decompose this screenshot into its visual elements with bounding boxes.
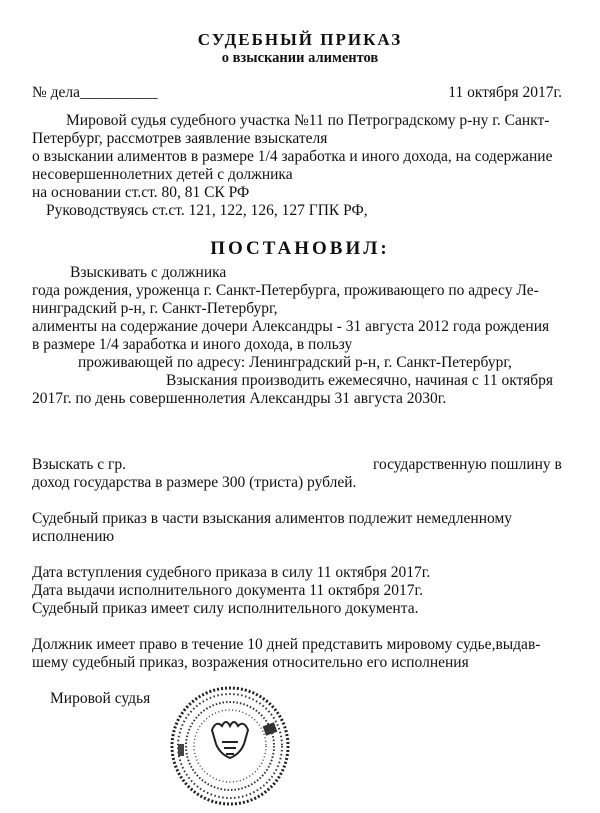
date-line: Дата выдачи исполнительного документа 11 октября 2017г. bbox=[32, 582, 423, 599]
ruling-line: нинградский р-н, г. Санкт-Петербург, bbox=[32, 300, 278, 317]
immediate-line: Судебный приказ в части взыскания алиментов подлежит немедленному bbox=[32, 510, 513, 527]
intro-line: Руководствуясь ст.ст. 121, 122, 126, 127 ГПК РФ, bbox=[46, 202, 368, 219]
ruling-heading: ПОСТАНОВИЛ: bbox=[210, 238, 390, 259]
fee-line-left: Взыскать с гр. bbox=[32, 456, 126, 473]
date-line: Дата вступления судебного приказа в силу 11 октября 2017г. bbox=[32, 564, 431, 581]
ruling-line: в размере 1/4 заработка и иного дохода, в пользу bbox=[32, 336, 353, 353]
fee-line: доход государства в размере 300 (триста) рублей. bbox=[32, 474, 357, 491]
document-subtitle: о взыскании алиментов bbox=[221, 50, 379, 66]
signature-label: Мировой судья bbox=[50, 690, 151, 707]
court-seal-stamp-icon bbox=[168, 684, 292, 808]
fee-line-right: государственную пошлину в bbox=[373, 456, 562, 473]
intro-line: на основании ст.ст. 80, 81 СК РФ bbox=[32, 184, 250, 201]
intro-line: несовершеннолетних детей с должника bbox=[32, 166, 293, 183]
objection-line: шему судебный приказ, возражения относительно его исполнения bbox=[32, 654, 469, 671]
immediate-line: исполнению bbox=[32, 528, 115, 545]
intro-line: Петербург, рассмотрев заявление взыскателя bbox=[32, 130, 328, 147]
ruling-line: проживающей по адресу: Ленинградский р-н, г. Санкт-Петербург, bbox=[78, 354, 512, 371]
ruling-line: года рождения, уроженца г. Санкт-Петербурга, проживающего по адресу Ле- bbox=[32, 282, 539, 299]
intro-line: Мировой судья судебного участка №11 по Петроградскому р-ну г. Санкт- bbox=[66, 112, 550, 129]
case-number: № дела__________ bbox=[32, 84, 158, 101]
document-date: 11 октября 2017г. bbox=[448, 84, 562, 101]
ruling-line: алименты на содержание дочери Александры - 31 августа 2012 года рождения bbox=[32, 318, 550, 335]
document-title: СУДЕБНЫЙ ПРИКАЗ bbox=[197, 30, 403, 49]
ruling-line: Взыскания производить ежемесячно, начиная с 11 октября bbox=[166, 372, 554, 389]
ruling-line: Взыскивать с должника bbox=[70, 264, 227, 281]
objection-line: Должник имеет право в течение 10 дней представить мировому судье,выдав- bbox=[32, 636, 541, 653]
intro-line: о взыскании алиментов в размере 1/4 заработка и иного дохода, на содержание bbox=[32, 148, 553, 165]
date-line: Судебный приказ имеет силу исполнительного документа. bbox=[32, 600, 419, 617]
ruling-line: 2017г. по день совершеннолетия Александры 31 августа 2030г. bbox=[32, 390, 447, 407]
